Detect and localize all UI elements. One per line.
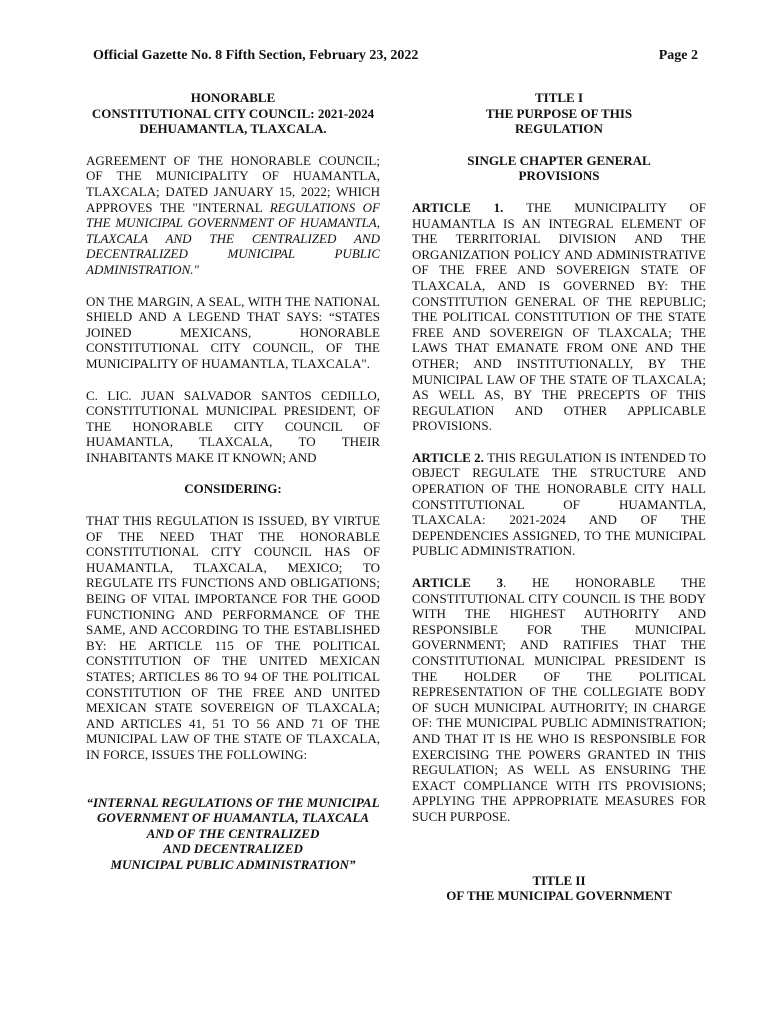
chapter-heading-line: SINGLE CHAPTER GENERAL	[467, 152, 651, 168]
council-heading-line: CONSTITUTIONAL CITY COUNCIL: 2021-2024	[91, 105, 375, 121]
considering-heading: CONSIDERING:	[184, 481, 282, 497]
seal-paragraph: ON THE MARGIN, A SEAL, WITH THE NATIONAL SHIELD AND A LEGEND THAT SAYS: “STATES JOINED MEXICANS, HONORABLE CONSTITUTIONAL CITY COUNCIL, OF THE MUNICIPALITY OF HUAMANTLA, TLAXCALA".	[86, 293, 380, 371]
title-1-line: REGULATION	[515, 121, 603, 137]
chapter-heading	[412, 153, 706, 184]
agreement-text: AGREEMENT OF THE HONORABLE COUNCIL; OF THE MUNICIPALITY OF HUAMANTLA, TLAXCALA; DATED JANUARY 15, 2022; WHICH APPROVES THE "INTERNAL	[86, 152, 380, 215]
regulation-title-line: AND DECENTRALIZED	[163, 841, 303, 857]
article-2-label: ARTICLE 2.	[412, 449, 484, 465]
page-header	[93, 48, 698, 68]
agreement-italic-text: REGULATIONS OF THE MUNICIPAL GOVERNMENT OF HUAMANTLA, TLAXCALA AND THE CENTRALIZED AND DECENTRALIZED MUNICIPAL PUBLIC ADMINISTRATION."	[86, 199, 380, 277]
regulation-title	[86, 795, 380, 873]
left-column	[86, 90, 380, 873]
regulation-title-line: AND OF THE CENTRALIZED	[146, 825, 320, 841]
article-2	[412, 450, 706, 559]
title-1-line: TITLE I	[534, 90, 584, 105]
regulation-title-line: “INTERNAL REGULATIONS OF THE MUNICIPAL	[86, 794, 380, 810]
article-1-text: THE MUNICIPALITY OF HUAMANTLA IS AN INTEGRAL ELEMENT OF THE TERRITORIAL DIVISION AND THE ORGANIZATION POLICY AND ADMINISTRATIVE OF THE FREE AND SOVEREIGN STATE OF TLAXCALA, AND IS GOVERNED BY: THE CONSTITUTION GENERAL OF THE REPUBLIC; THE POLITICAL CONSTITUTION OF THE STATE FREE AND SOVEREIGN OF TLAXCALA; THE LAWS THAT EMANATE FROM ONE AND THE OTHER; AND INSTITUTIONALLY, BY THE MUNICIPAL LAW OF THE STATE OF TLAXCALA; AS WELL AS, BY THE PRECEPTS OF THIS REGULATION AND OTHER APPLICABLE PROVISIONS.	[412, 199, 707, 434]
title-2-line: OF THE MUNICIPAL GOVERNMENT	[446, 888, 672, 904]
article-3-text: . HE HONORABLE THE CONSTITUTIONAL CITY COUNCIL IS THE BODY WITH THE HIGHEST AUTHORITY AND RESPONSIBLE FOR THE MUNICIPAL GOVERNMENT; AND RATIFIES THAT THE CONSTITUTIONAL MUNICIPAL PRESIDENT IS THE HOLDER OF THE POLITICAL REPRESENTATION OF THE COLLEGIATE BODY OF SUCH MUNICIPAL AUTHORITY; IN CHARGE OF: THE MUNICIPAL PUBLIC ADMINISTRATION; AND THAT IT IS HE WHO IS RESPONSIBLE FOR EXERCISING THE POWERS GRANTED IN THIS REGULATION; AS WELL AS ENSURING THE EXACT COMPLIANCE WITH ITS PROVISIONS; APPLYING THE APPROPRIATE MEASURES FOR SUCH PURPOSE.	[412, 575, 706, 824]
title-1-line: THE PURPOSE OF THIS	[485, 105, 633, 121]
council-heading-line: HONORABLE	[190, 90, 276, 105]
chapter-heading-line: PROVISIONS	[518, 168, 600, 184]
agreement-paragraph	[86, 153, 380, 278]
gazette-title: Official Gazette No. 8 Fifth Section, February 23, 2022	[93, 48, 419, 63]
right-column	[412, 90, 706, 904]
article-2-text: THIS REGULATION IS INTENDED TO OBJECT REGULATE THE STRUCTURE AND OPERATION OF THE HONORABLE CITY HALL CONSTITUTIONAL OF HUAMANTLA, TLAXCALA: 2021-2024 AND OF THE DEPENDENCIES ASSIGNED, TO THE MUNICIPAL PUBLIC ADMINISTRATION.	[412, 449, 707, 559]
regulation-title-line: GOVERNMENT OF HUAMANTLA, TLAXCALA	[96, 810, 370, 826]
council-heading-line: DEHUAMANTLA, TLAXCALA.	[139, 121, 327, 137]
article-1-label: ARTICLE 1.	[412, 199, 504, 215]
council-heading	[86, 90, 380, 137]
article-3-label: ARTICLE 3	[412, 575, 504, 591]
article-3	[412, 575, 706, 825]
page-number: Page 2	[658, 48, 698, 63]
considering-paragraph: THAT THIS REGULATION IS ISSUED, BY VIRTUE OF THE NEED THAT THE HONORABLE CONSTITUTIONAL CITY COUNCIL HAS OF HUAMANTLA, TLAXCALA, MEXICO; TO REGULATE ITS FUNCTIONS AND OBLIGATIONS; BEING OF VITAL IMPORTANCE FOR THE GOOD FUNCTIONING AND PERFORMANCE OF THE SAME, AND ACCORDING TO THE ESTABLISHED BY: HE ARTICLE 115 OF THE POLITICAL CONSTITUTION OF THE UNITED MEXICAN STATES; ARTICLES 86 TO 94 OF THE POLITICAL CONSTITUTION OF THE FREE AND UNITED MEXICAN STATE SOVEREIGN OF TLAXCALA; AND ARTICLES 41, 51 TO 56 AND 71 OF THE MUNICIPAL LAW OF THE STATE OF TLAXCALA, IN FORCE, ISSUES THE FOLLOWING:	[86, 513, 380, 762]
president-paragraph: C. LIC. JUAN SALVADOR SANTOS CEDILLO, CONSTITUTIONAL MUNICIPAL PRESIDENT, OF THE HONORABLE CITY COUNCIL OF HUAMANTLA, TLAXCALA, TO THEIR INHABITANTS MAKE IT KNOWN; AND	[86, 387, 380, 465]
title-1-heading	[412, 90, 706, 137]
regulation-title-line: MUNICIPAL PUBLIC ADMINISTRATION”	[110, 856, 356, 872]
title-2-heading	[412, 873, 706, 904]
title-2-line: TITLE II	[532, 872, 586, 888]
article-1	[412, 200, 706, 434]
